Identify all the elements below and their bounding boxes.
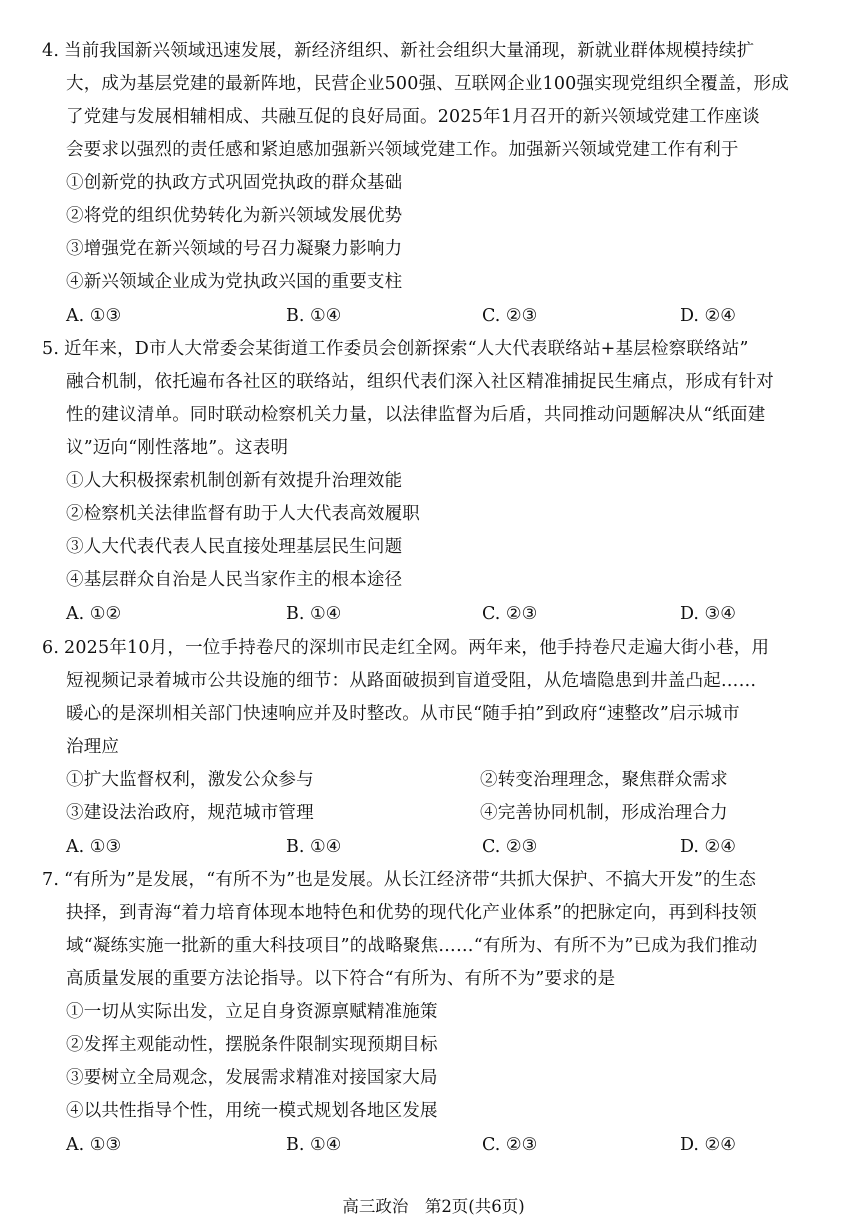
stem-line: 当前我国新兴领域迅速发展，新经济组织、新社会组织大量涌现，新就业群体规模持续扩 <box>64 41 755 61</box>
stem-line: 了党建与发展相辅相成、共融互促的良好局面。2025年1月召开的新兴领域党建工作座谈 <box>66 107 760 127</box>
statement: ④完善协同机制，形成治理合力 <box>480 803 728 823</box>
statement: ④以共性指导个性，用统一模式规划各地区发展 <box>66 1101 438 1121</box>
option-c: C. ②③ <box>482 837 538 857</box>
option-a: A. ①③ <box>66 306 122 326</box>
stem-line: 治理应 <box>66 737 120 757</box>
stem-line: 议”迈向“刚性落地”。这表明 <box>66 438 289 458</box>
question-number: 6. <box>42 638 60 658</box>
option-c: C. ②③ <box>482 604 538 624</box>
option-b: B. ①④ <box>286 837 342 857</box>
stem-line: 短视频记录着城市公共设施的细节：从路面破损到盲道受阻，从危墙隐患到井盖凸起…… <box>66 671 757 691</box>
statement: ①创新党的执政方式巩固党执政的群众基础 <box>66 173 403 193</box>
option-b: B. ①④ <box>286 1135 342 1155</box>
option-d: D. ②④ <box>680 306 736 326</box>
stem-line: 抉择，到青海“着力培育体现本地特色和优势的现代化产业体系”的把脉定向，再到科技领 <box>66 903 757 923</box>
statement: ③要树立全局观念，发展需求精准对接国家大局 <box>66 1068 438 1088</box>
statement: ③人大代表代表人民直接处理基层民生问题 <box>66 537 403 557</box>
stem-line: 性的建议清单。同时联动检察机关力量，以法律监督为后盾，共同推动问题解决从“纸面建 <box>66 405 766 425</box>
stem-line: 近年来，D市人大常委会某街道工作委员会创新探索“人大代表联络站+基层检察联络站” <box>64 339 749 359</box>
stem-line: 暖心的是深圳相关部门快速响应并及时整改。从市民“随手拍”到政府“速整改”启示城市 <box>66 704 740 724</box>
question-number: 7. <box>42 870 60 890</box>
stem-line: 域“凝练实施一批新的重大科技项目”的战略聚焦……“有所为、有所不为”已成为我们推动 <box>66 936 758 956</box>
stem-line: 2025年10月，一位手持卷尺的深圳市民走红全网。两年来，他手持卷尺走遍大街小巷，用 <box>64 638 770 658</box>
statement: ①一切从实际出发，立足自身资源禀赋精准施策 <box>66 1002 438 1022</box>
statement: ④基层群众自治是人民当家作主的根本途径 <box>66 570 403 590</box>
stem-line: “有所为”是发展，“有所不为”也是发展。从长江经济带“共抓大保护、不搞大开发”的生态 <box>64 870 757 890</box>
statement: ①人大积极探索机制创新有效提升治理效能 <box>66 471 403 491</box>
option-d: D. ②④ <box>680 1135 736 1155</box>
option-b: B. ①④ <box>286 306 342 326</box>
option-a: A. ①③ <box>66 837 122 857</box>
statement: ③增强党在新兴领域的号召力凝聚力影响力 <box>66 239 403 259</box>
stem-line: 融合机制，依托遍布各社区的联络站，组织代表们深入社区精准捕捉民生痛点，形成有针对 <box>66 372 774 392</box>
option-c: C. ②③ <box>482 1135 538 1155</box>
statement: ①扩大监督权利，激发公众参与 <box>66 770 314 790</box>
statement: ②转变治理理念，聚焦群众需求 <box>480 770 728 790</box>
option-d: D. ③④ <box>680 604 736 624</box>
question-number: 5. <box>42 339 60 359</box>
statement: ②将党的组织优势转化为新兴领域发展优势 <box>66 206 403 226</box>
option-a: A. ①③ <box>66 1135 122 1155</box>
page-footer: 高三政治 第2页(共6页) <box>342 1197 525 1216</box>
statement: ②检察机关法律监督有助于人大代表高效履职 <box>66 504 420 524</box>
option-a: A. ①② <box>66 604 122 624</box>
statement: ②发挥主观能动性，摆脱条件限制实现预期目标 <box>66 1035 438 1055</box>
option-c: C. ②③ <box>482 306 538 326</box>
statement: ③建设法治政府，规范城市管理 <box>66 803 314 823</box>
option-b: B. ①④ <box>286 604 342 624</box>
stem-line: 大，成为基层党建的最新阵地，民营企业500强、互联网企业100强实现党组织全覆盖，形成 <box>66 74 789 94</box>
question-number: 4. <box>42 41 60 61</box>
statement: ④新兴领域企业成为党执政兴国的重要支柱 <box>66 272 403 292</box>
stem-line: 会要求以强烈的责任感和紧迫感加强新兴领域党建工作。加强新兴领域党建工作有利于 <box>66 140 739 160</box>
option-d: D. ②④ <box>680 837 736 857</box>
stem-line: 高质量发展的重要方法论指导。以下符合“有所为、有所不为”要求的是 <box>66 969 616 989</box>
